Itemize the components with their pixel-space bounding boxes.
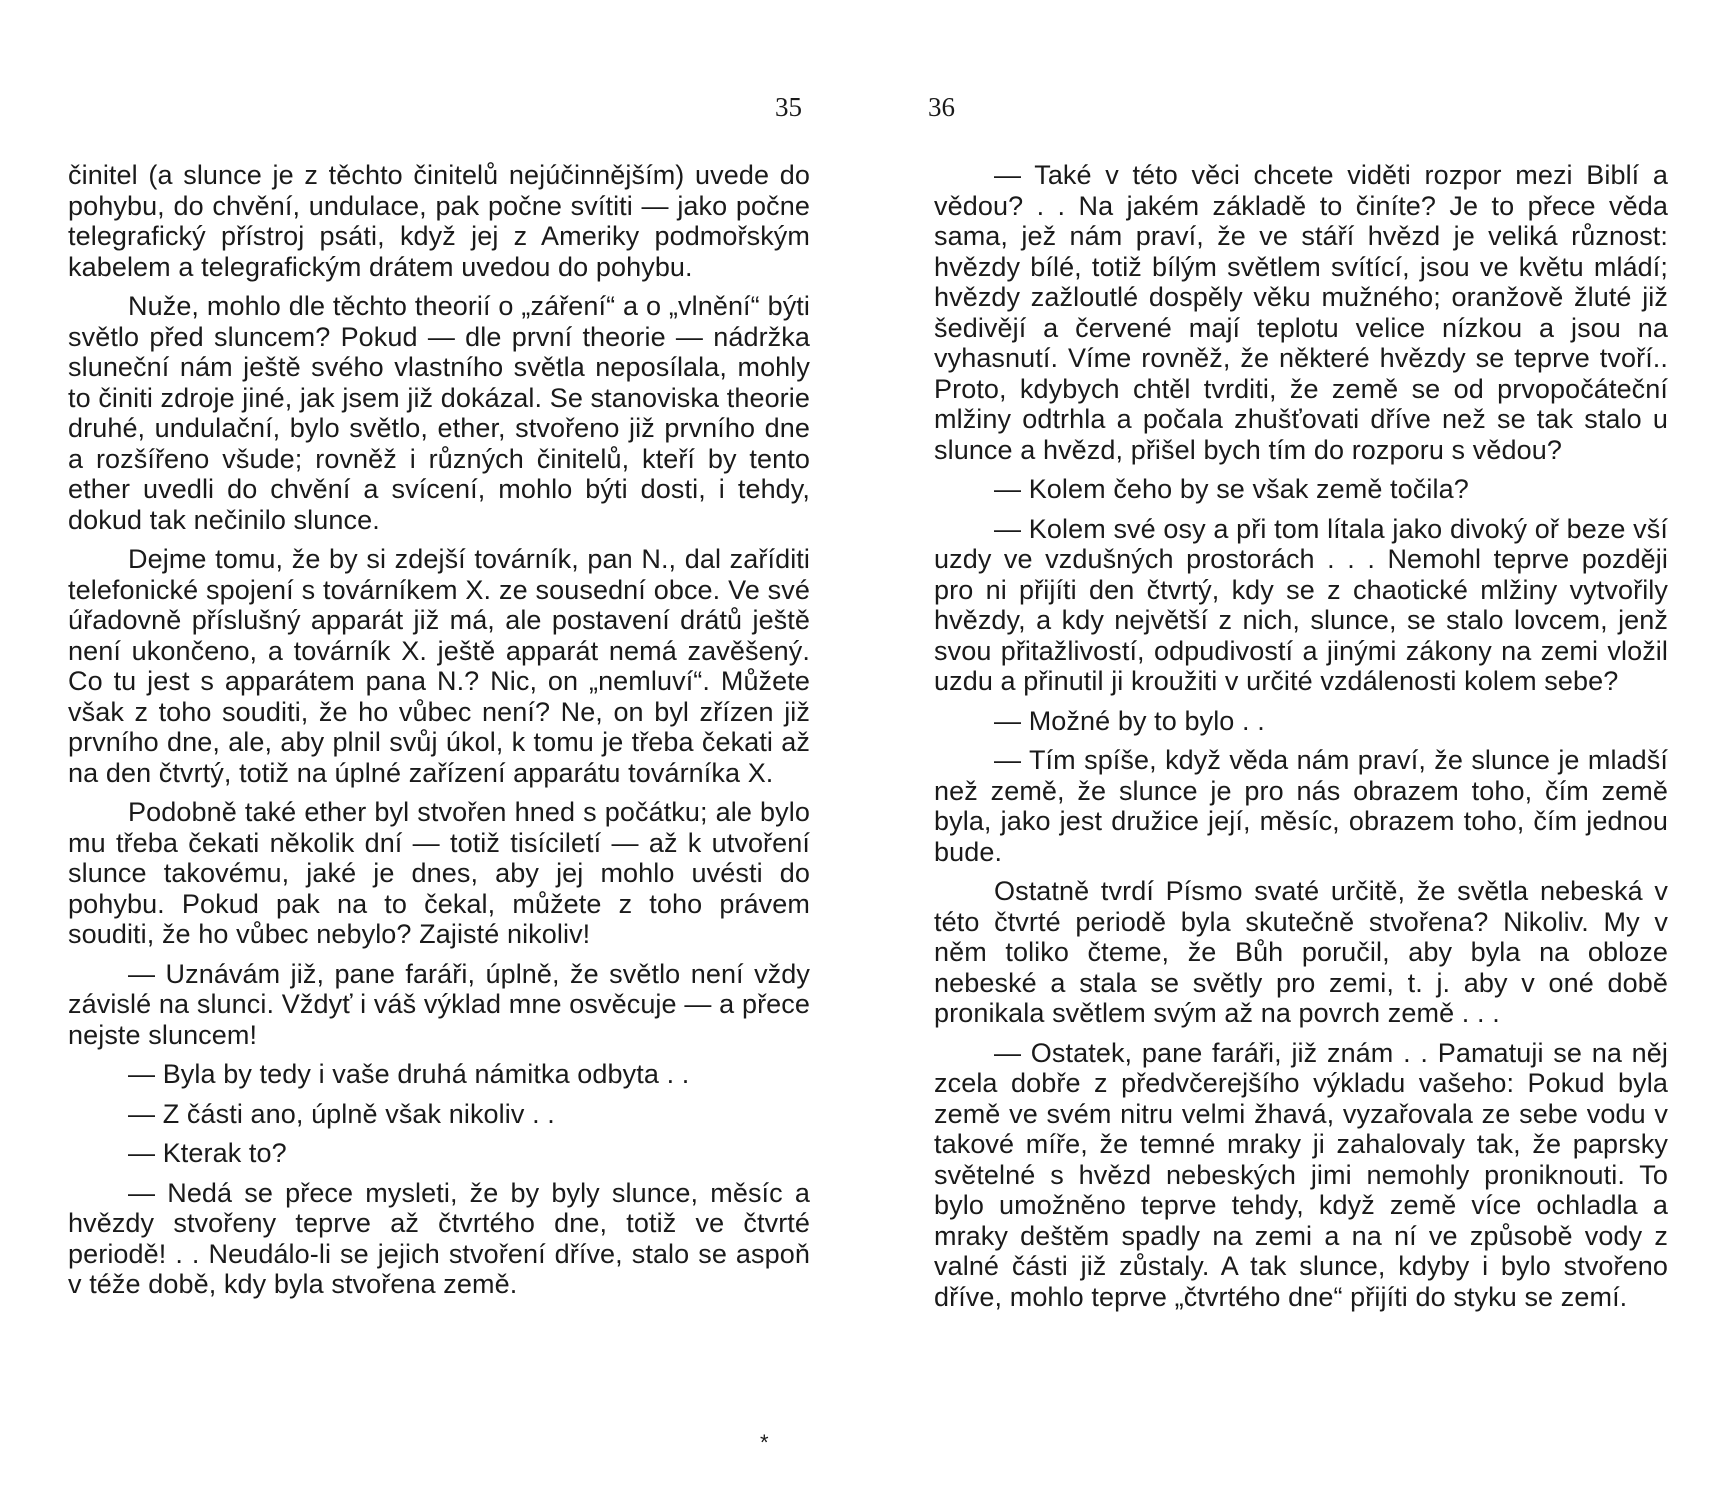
dialogue-line: — Nedá se přece mysleti, že by byly slunce, měsíc a hvězdy stvořeny teprve až čtvrtého dne, totiž ve čtvrté periodě! . . Neudálo-li se jejich stvoření dříve, stalo se aspoň v téže době, kdy byla stvořena země. xyxy=(68,1177,810,1299)
dialogue-line: — Kterak to? xyxy=(128,1138,287,1168)
page-number-left: 35 xyxy=(775,92,802,122)
dialogue-line: — Možné by to bylo . . xyxy=(994,705,1265,736)
dialogue-line: — Kolem své osy a při tom lítala jako divoký oř beze vší uzdy ve vzdušných prostorách . . . Nemohl teprve později pro ni přijíti den čtvrtý, kdy se z chaotické mlžiny vytvořily hvězdy, a kdy největší z nich, slunce, se stalo lovcem, jenž svou přitažlivostí, odpudivostí a jinými zákony na zemi vložil uzdu a přinutil ji kroužiti v určité vzdálenosti kolem sebe? xyxy=(934,513,1668,696)
dialogue-line: — Ostatek, pane faráři, již znám . . Pamatuji se na něj zcela dobře z předvčerejšího výkladu vašeho: Pokud byla země ve svém nitru velmi žhavá, vyzařovala ze sebe vodu v takové míře, že temné mraky ji zahalovaly tak, že paprsky světelné s hvězd nebeských jimi nemohly proniknouti. To bylo umožněno teprve tehdy, když země více ochladla a mraky deštěm spadly na zemi a na ní ve způsobě vody z valné části již zůstaly. A tak slunce, kdyby i bylo stvořeno dříve, mohlo teprve „čtvrtého dne“ přijíti do styku se zemí. xyxy=(934,1037,1668,1312)
paragraph: Ostatně tvrdí Písmo svaté určitě, že světla nebeská v této čtvrté periodě byla skutečně stvořena? Nikoliv. My v něm toliko čteme, že Bůh poručil, aby byla na obloze nebeské a stala se světly pro zemi, t. j. aby v oné době pronikala světlem svým až na povrch země . . . xyxy=(934,876,1668,1028)
footnote-mark: * xyxy=(760,1430,769,1455)
dialogue-line: — Tím spíše, když věda nám praví, že slunce je mladší než země, že slunce je pro nás obrazem toho, čím země byla, jako jest družice její, měsíc, obrazem toho, čím jednou bude. xyxy=(934,745,1668,867)
paragraph: činitel (a slunce je z těchto činitelů nejúčinnějším) uvede do pohybu, do chvění, undulace, pak počne svítiti — jako počne telegrafický přístroj psáti, když jej z Ameriky podmořským kabelem a telegrafickým drátem uvedou do pohybu. xyxy=(68,160,810,282)
left-page-text xyxy=(68,160,810,1309)
dialogue-line: — Z části ano, úplně však nikoliv . . xyxy=(128,1098,555,1129)
paragraph: Nuže, mohlo dle těchto theorií o „záření“ a o „vlnění“ býti světlo před sluncem? Pokud — dle první theorie — nádržka sluneční nám ještě svého vlastního světla neposílala, mohly to činiti zdroje jiné, jak jsem již dokázal. Se stanoviska theorie druhé, undulační, bylo světlo, ether, stvořeno již prvního dne a rozšířeno všude; rovněž i různých činitelů, kteří by tento ether uvedli do chvění a svícení, mohlo býti dosti, i tehdy, dokud tak nečinilo slunce. xyxy=(68,291,810,535)
paragraph: Podobně také ether byl stvořen hned s počátku; ale bylo mu třeba čekati několik dní — totiž tisíciletí — až k utvoření slunce takovému, jaké je dnes, aby jej mohlo uvésti do pohybu. Pokud pak na to čekal, můžete z toho právem souditi, že ho vůbec nebylo? Zajisté nikoliv! xyxy=(68,797,810,949)
paragraph: Dejme tomu, že by si zdejší továrník, pan N., dal zaříditi telefonické spojení s továrníkem X. ze sousední obce. Ve své úřadovně příslušný apparát již má, ale postavení drátů ještě není ukončeno, a továrník X. ještě apparát nemá zavěšený. Co tu jest s apparátem pana N.? Nic, on „nemluví“. Můžete však z toho souditi, že ho vůbec není? Ne, on byl zřízen již prvního dne, ale, aby plnil svůj úkol, k tomu je třeba čekati až na den čtvrtý, totiž na úplné zařízení apparátu továrníka X. xyxy=(68,544,810,788)
page-number-right: 36 xyxy=(928,92,955,122)
dialogue-line: — Uznávám již, pane faráři, úplně, že světlo není vždy závislé na slunci. Vždyť i váš výklad mne osvěcuje — a přece nejste sluncem! xyxy=(68,958,810,1050)
right-page-text xyxy=(934,160,1668,1321)
dialogue-line: — Byla by tedy i vaše druhá námitka odbyta . . xyxy=(128,1059,690,1089)
dialogue-line: — Kolem čeho by se však země točila? xyxy=(994,474,1469,504)
dialogue-line: — Také v této věci chcete viděti rozpor mezi Biblí a vědou? . . Na jakém základě to činíte? Je to přece věda sama, jež nám praví, že ve stáří hvězd je veliká různost: hvězdy bílé, totiž bílým světlem svítící, jsou ve květu mládí; hvězdy zažloutlé dospěly věku mužného; oranžově žluté již šedivějí a červené mají teplotu velice nízkou a jsou na vyhasnutí. Víme rovněž, že některé hvězdy se teprve tvoří.. Proto, kdybych chtěl tvrditi, že země se od prvopočáteční mlžiny odtrhla a počala zhušťovati dříve než se tak stalo u slunce a hvězd, přišel bych tím do rozporu s vědou? xyxy=(934,160,1668,465)
